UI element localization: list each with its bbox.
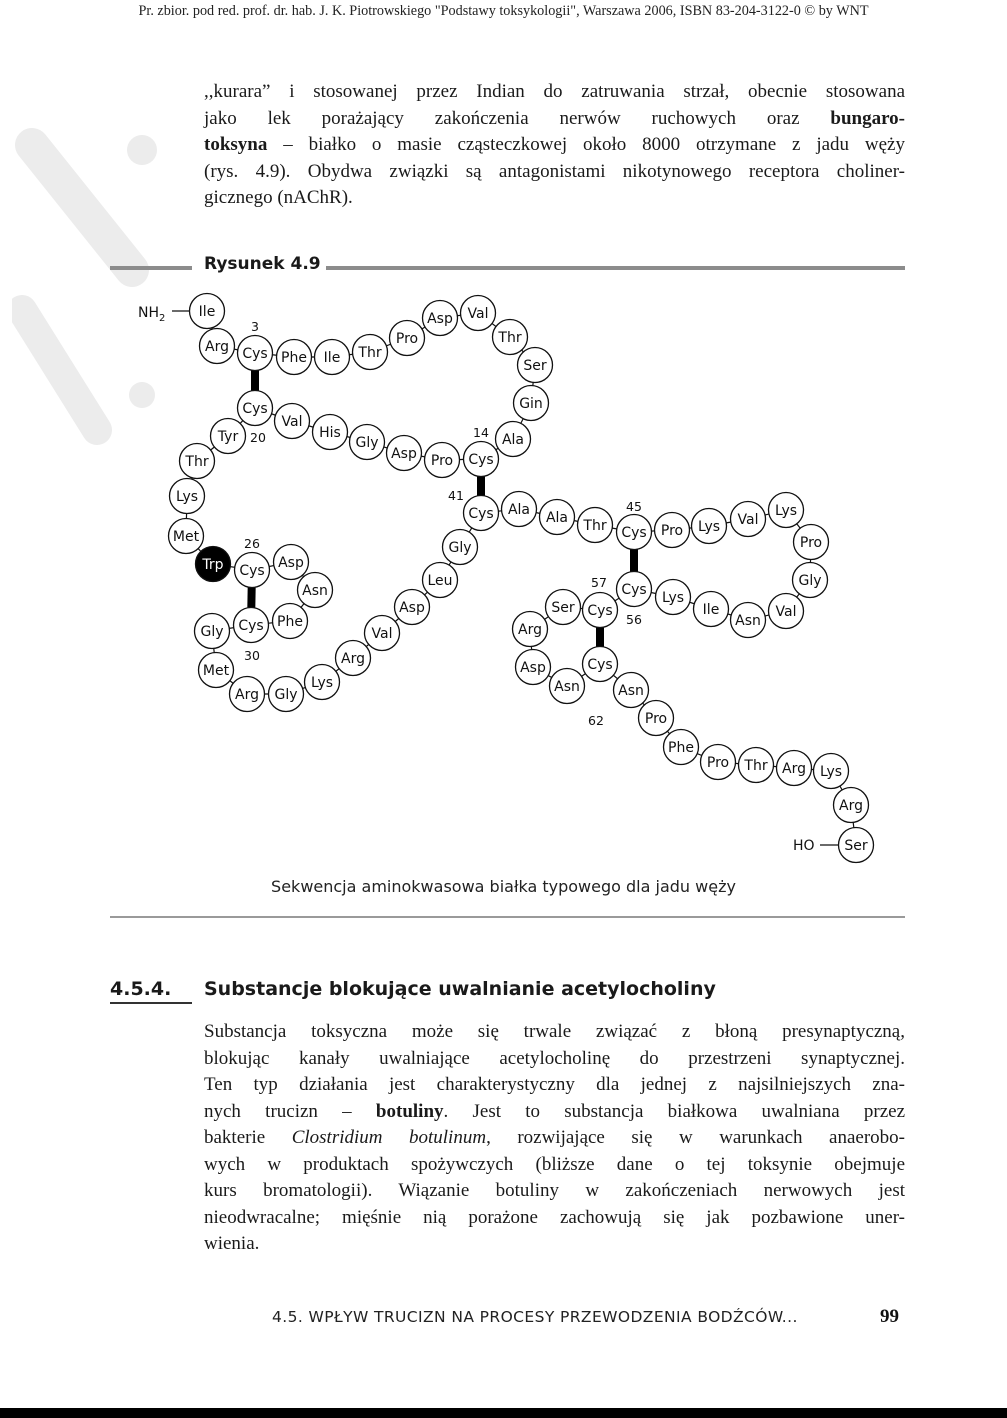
residue-label: Met (202, 663, 230, 679)
residue-position-number: 45 (626, 499, 642, 514)
residue-label: Lys (175, 489, 199, 505)
term-clostridium-botulinum: Clostridium botulinum (291, 1127, 487, 1148)
residue-label: Ala (507, 502, 531, 518)
residue-label: Lys (310, 675, 334, 691)
residue-label: Arg (782, 761, 806, 777)
residue-label: Ala (501, 432, 525, 448)
residue-label: Lys (819, 764, 843, 780)
residue-label: Asp (427, 311, 453, 327)
residue-label: Arg (341, 651, 365, 667)
residue-position-number: 57 (591, 575, 607, 590)
term-bungarotoksyna-part2: toksyna (204, 134, 268, 155)
residue-label: Phe (281, 350, 307, 366)
residue-label: Arg (205, 339, 229, 355)
figure-rule-right (326, 266, 905, 270)
residue-label: Met (172, 529, 200, 545)
residue-label: Asn (302, 583, 328, 599)
residue-label: Pro (660, 523, 684, 539)
residue-label: Gin (519, 396, 543, 412)
residue-label: Val (737, 512, 759, 528)
section-line-8: nieodwracalne; mięśnie nią porażone zachowują się jak pozbawione uner- (204, 1206, 905, 1228)
residue-label: Ile (323, 350, 341, 366)
residue-label: Pro (395, 331, 419, 347)
term-bungarotoksyna-part1: bungaro- (830, 107, 905, 129)
section-title: Substancje blokujące uwalnianie acetylocholiny (204, 978, 716, 1000)
section-line-9: wienia. (204, 1233, 260, 1254)
residue-label: Val (371, 626, 393, 642)
residue-label: Gly (274, 687, 298, 703)
residue-label: Gly (200, 624, 224, 640)
term-botulina: botuliny (375, 1100, 444, 1122)
residue-label: Arg (235, 687, 259, 703)
section-line-4: nych trucizn – botuliny. Jest to substancja białkowa uwalniana przez (204, 1100, 905, 1122)
residue-label: Pro (706, 755, 730, 771)
section-number: 4.5.4. (110, 978, 172, 1000)
residue-label: Val (467, 306, 489, 322)
residue-label: Trp (202, 557, 224, 573)
residue-label: Ile (702, 602, 720, 618)
residue-label: Lys (774, 503, 798, 519)
residue-position-number: 56 (626, 612, 642, 627)
residue-label: Thr (498, 330, 522, 346)
residue-label: Asp (278, 555, 304, 571)
residue-label: Val (775, 604, 797, 620)
residue-label: Val (281, 414, 303, 430)
figure-rule-left (110, 266, 192, 270)
residue-label: His (319, 425, 341, 441)
residue-label: Asp (399, 600, 425, 616)
residue-label: Cys (242, 401, 268, 417)
residue-label: Arg (518, 622, 542, 638)
residue-label: Asn (618, 683, 644, 699)
residue-label: Asp (391, 446, 417, 462)
section-line-1: Substancja toksyczna może się trwale związać z błoną presynaptyczną, (204, 1021, 905, 1042)
residue-label: Leu (427, 573, 453, 589)
residue-label: Ser (551, 600, 575, 616)
residue-label: Thr (583, 518, 607, 534)
residue-label: Asn (735, 613, 761, 629)
residue-label: Pro (430, 453, 454, 469)
residue-label: Cys (468, 506, 494, 522)
residue-label: Cys (587, 603, 613, 619)
n-terminus-label: $NH_2$ (138, 305, 166, 324)
intro-line-1: ,,kurara” i stosowanej przez Indian do zatruwania strzał, obecnie stosowana (204, 81, 905, 102)
residue-label: Gly (355, 435, 379, 451)
figure-label: Rysunek 4.9 (204, 254, 321, 274)
residue-label: Cys (468, 452, 494, 468)
residue-position-number: 20 (250, 430, 266, 445)
residue-label: Thr (744, 758, 768, 774)
residue-position-number: 30 (244, 648, 260, 663)
residue-label: Tyr (217, 429, 239, 445)
section-line-6: wych w produktach spożywczych (bliższe dane o tej toksynie obejmuje (204, 1153, 905, 1175)
intro-line-4: (rys. 4.9). Obydwa związki są antagonistami nikotynowego receptora choliner- (204, 160, 905, 182)
section-line-5: bakterie Clostridium botulinum, rozwijające się w warunkach anaerobo- (204, 1127, 906, 1148)
figure-bottom-rule (110, 916, 905, 918)
residue-label: Thr (358, 345, 382, 361)
residue-label: Cys (587, 657, 613, 673)
c-terminus-label: HO (793, 838, 815, 854)
section-number-underline (110, 1002, 192, 1004)
residue-position-number: 26 (244, 536, 260, 551)
figure-caption: Sekwencja aminokwasowa białka typowego dla jadu węży (271, 877, 736, 896)
residue-label: Gly (448, 540, 472, 556)
section-paragraph (204, 1019, 905, 1258)
residue-label: Cys (238, 618, 264, 634)
residue-label: Ser (844, 838, 868, 854)
intro-line-2: jako lek porażający zakończenia nerwów ruchowych oraz bungaro- (204, 107, 905, 129)
residue-label: Phe (277, 614, 303, 630)
residue-label: Gly (798, 573, 822, 589)
residue-label: Pro (799, 535, 823, 551)
residue-label: Phe (668, 740, 694, 756)
residue-label: Cys (242, 346, 268, 362)
residue-label: Thr (185, 454, 209, 470)
intro-paragraph (204, 79, 905, 212)
running-header: Pr. zbior. pod red. prof. dr. hab. J. K. Piotrowskiego "Podstawy toksykologii", Warszawa 2006, ISBN 83-204-3122-0 © by WNT (138, 3, 869, 19)
residue-label: Asn (554, 679, 580, 695)
running-footer: 4.5. WPŁYW TRUCIZN NA PROCESY PRZEWODZENIA BODŹCÓW... (272, 1308, 798, 1326)
residue-position-number: 14 (473, 425, 489, 440)
residue-position-number: 3 (251, 319, 259, 334)
residue-label: Ile (198, 304, 216, 320)
residue-label: Lys (697, 519, 721, 535)
residue-label: Cys (239, 563, 265, 579)
residue-label: Ser (523, 358, 547, 374)
amino-acid-sequence-diagram (0, 280, 1007, 880)
residue-position-number: 41 (448, 488, 464, 503)
intro-line-3: toksyna – białko o masie cząsteczkowej około 8000 otrzymane z jadu węży (204, 134, 905, 155)
residue-label: Cys (621, 525, 647, 541)
intro-line-5: gicznego (nAChR). (204, 187, 353, 208)
residue-label: Pro (644, 711, 668, 727)
page-number: 99 (880, 1306, 899, 1327)
residue-label: Lys (661, 590, 685, 606)
residue-label: Asp (520, 660, 546, 676)
residue-label: Ala (545, 510, 569, 526)
residue-label: Cys (621, 582, 647, 598)
section-line-7: kurs bromatologii). Wiązanie botuliny w zakończeniach nerwowych jest (204, 1180, 905, 1201)
section-line-3: Ten typ działania jest charakterystyczny dla jednej z najsilniejszych zna- (204, 1074, 905, 1095)
residue-label: Arg (839, 798, 863, 814)
residue-position-number: 62 (588, 713, 604, 728)
section-line-2: blokując kanały uwalniające acetylocholinę do przestrzeni synaptycznej. (204, 1047, 905, 1069)
